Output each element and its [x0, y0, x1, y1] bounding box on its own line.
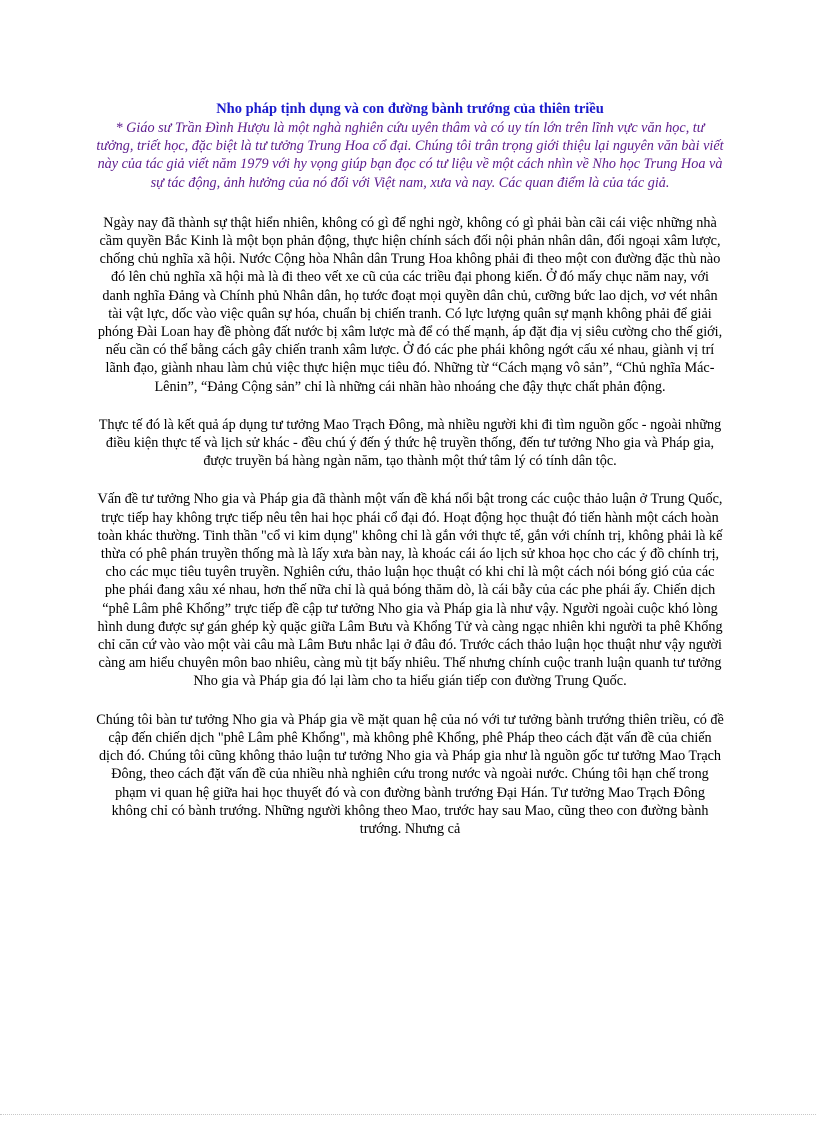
article-title: Nho pháp tịnh dụng và con đường bành trướng của thiên triều [216, 101, 604, 117]
editor-introduction: * Giáo sư Trần Đình Hượu là một nghà nghiên cứu uyên thâm và có uy tín lớn trên lĩnh vực văn học, tư tưởng, triết học, đặc biệt là tư tưởng Trung Hoa cổ đại. Chúng tôi trân trọng giới thiệu lại nguyên văn bài viết này của tác giả viết năm 1979 với hy vọng giúp bạn đọc có tư liệu về một cách nhìn về Nho học Trung Hoa và sự tác động, ảnh hưởng của nó đối với Việt nam, xưa và nay. Các quan điểm là của tác giả. [96, 120, 724, 191]
body-paragraph-2: Thực tế đó là kết quả áp dụng tư tưởng Mao Trạch Đông, mà nhiều người khi đi tìm nguồn gốc - ngoài những điều kiện thực tế và lịch sử khác - đều chú ý đến ý thức hệ truyền thống, đến tư tưởng Nho gia và Pháp gia, được truyền bá hàng ngàn năm, tạo thành một thứ tâm lý có tính dân tộc. [98, 416, 722, 470]
body-paragraph-4: Chúng tôi bàn tư tưởng Nho gia và Pháp gia về mặt quan hệ của nó với tư tưởng bành trướng thiên triều, có đề cập đến chiến dịch "phê Lâm phê Khổng", mà không phê Khổng, phê Pháp theo cách đặt vấn đề của chiến dịch đó. Chúng tôi cũng không thảo luận tư tưởng Nho gia và Pháp gia như là nguồn gốc tư tưởng Mao Trạch Đông, theo cách đặt vấn đề của nhiều nhà nghiên cứu trong nước và ngoài nước. Chúng tôi hạn chế trong phạm vi quan hệ giữa hai học thuyết đó và con đường bành trướng Đại Hán. Tư tưởng Mao Trạch Đông không chỉ có bành trướng. Những người không theo Mao, trước hay sau Mao, cũng theo con đường bành trướng. Nhưng cả [96, 711, 724, 837]
body-paragraph-1: Ngày nay đã thành sự thật hiển nhiên, không có gì để nghi ngờ, không có gì phải bàn cãi cái việc những nhà cầm quyền Bắc Kinh là một bọn phản động, thực hiện chính sách đối nội phản nhân dân, đối ngoại xâm lược, chống chủ nghĩa xã hội. Nước Cộng hòa Nhân dân Trung Hoa không phải đi theo một con đường đặc thù nào đó lên chủ nghĩa xã hội mà là đi theo vết xe cũ của các triều đại phong kiến. Ở đó mấy chục năm nay, với danh nghĩa Đảng và Chính phủ Nhân dân, họ tước đoạt mọi quyền dân chủ, cưỡng bức lao dịch, vơ vét nhân tài vật lực, dốc vào việc quân sự hóa, chuẩn bị chiến tranh. Có lực lượng quân sự mạnh không phải để giải phóng Đài Loan hay đề phòng đất nước bị xâm lược mà để có thế mạnh, áp đặt địa vị siêu cường cho thế giới, nếu cần có thể bằng cách gây chiến tranh xâm lược. Ở đó các phe phái không ngớt cấu xé nhau, giành vị trí lãnh đạo, giành nhau làm chủ việc thực hiện mục tiêu đó. Những từ “Cách mạng vô sản”, “Chủ nghĩa Mác-Lênin”, “Đảng Cộng sản” chỉ là những cái nhãn hào nhoáng che đậy thực chất phản động. [97, 214, 723, 395]
page-bottom-divider [0, 1114, 816, 1116]
document-page [96, 100, 724, 858]
body-paragraph-3: Vấn đề tư tưởng Nho gia và Pháp gia đã thành một vấn đề khá nổi bật trong các cuộc thảo luận ở Trung Quốc, trực tiếp hay không trực tiếp nêu tên hai học phái cổ đại đó. Hoạt động học thuật đó tiến hành một cách hoàn toàn khác thường. Tinh thần "cổ vi kim dụng" không chỉ là gắn với thực tế, gắn với chính trị, không phải là kế thừa có phê phán truyền thống mà là lấy xưa bàn nay, là khoác cái áo lịch sử khoa học cho các ý đồ chính trị, cho các mục tiêu tuyên truyền. Nghiên cứu, thảo luận học thuật có khi chỉ là một cách nói bóng gió của các phe phái đang xâu xé nhau, hơn thế nữa chỉ là quả bóng thăm dò, là cái bẫy của các phe phái ấy. Chiến dịch “phê Lâm phê Khổng” trực tiếp đề cập tư tưởng Nho gia và Pháp gia là như vậy. Người ngoài cuộc khó lòng hình dung được sự gán ghép kỳ quặc giữa Lâm Bưu và Khổng Tử và càng ngạc nhiên khi người ta phê Khổng chỉ căn cứ vào vào một vài câu mà Lâm Bưu nhắc lại ở đâu đó. Trước cách thảo luận học thuật như vậy người càng am hiểu chuyên môn bao nhiêu, càng mù tịt bấy nhiêu. Thế nhưng chính cuộc tranh luận quanh tư tưởng Nho gia và Pháp gia đó lại làm cho ta hiểu gián tiếp con đường Trung Quốc. [97, 491, 723, 690]
